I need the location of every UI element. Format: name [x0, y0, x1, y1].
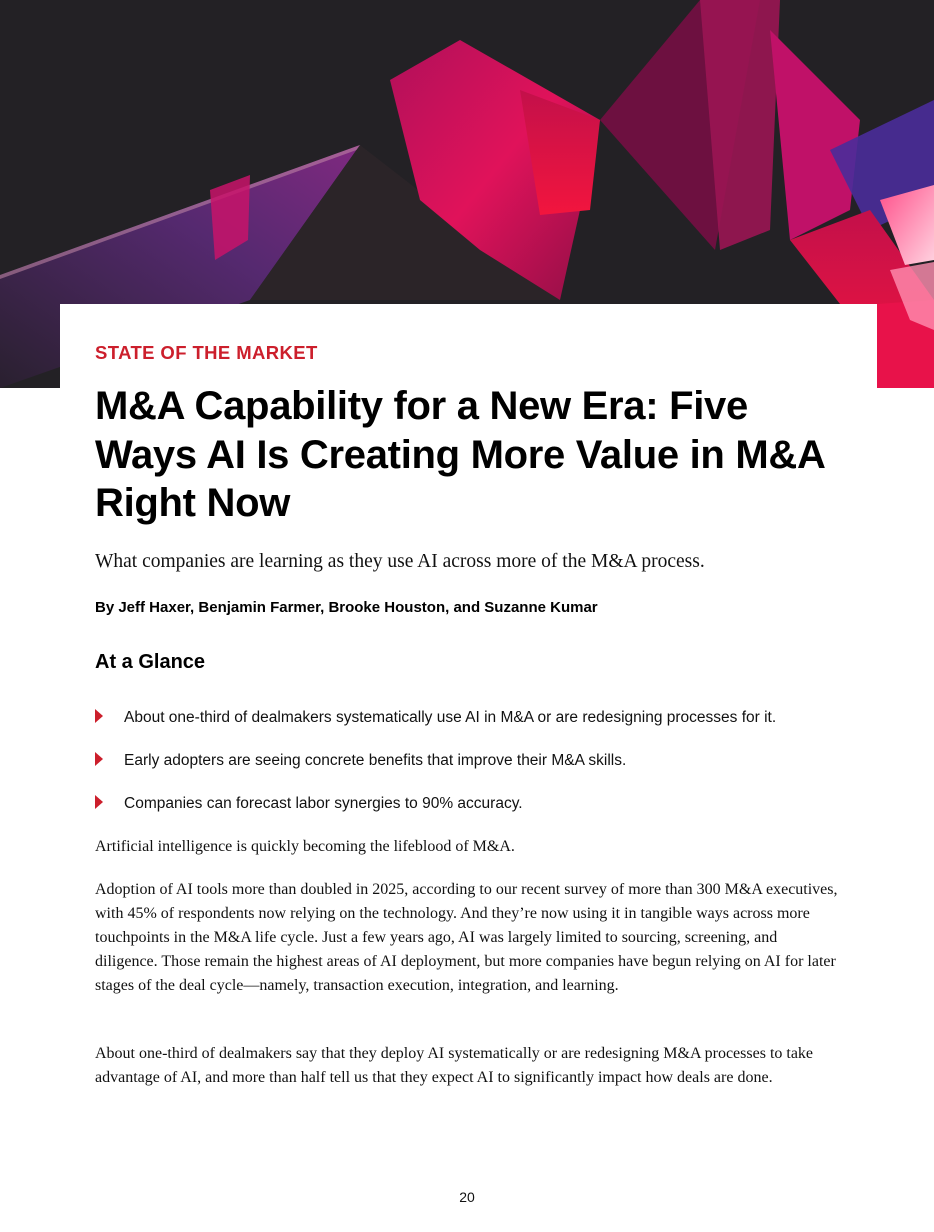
article-subtitle: What companies are learning as they use AI across more of the M&A process. [95, 551, 705, 572]
byline: By Jeff Haxer, Benjamin Farmer, Brooke Houston, and Suzanne Kumar [95, 599, 598, 616]
page-number: 20 [459, 1189, 475, 1205]
triangle-bullet-icon [95, 795, 103, 809]
list-item-text: Companies can forecast labor synergies to 90% accuracy. [124, 795, 523, 812]
at-a-glance-heading: At a Glance [95, 651, 206, 673]
triangle-bullet-icon [95, 709, 103, 723]
body-paragraph: About one-third of dealmakers say that they deploy AI systematically or are redesigning M&A processes to take advantage of AI, and more than half tell us that they expect AI to significantly impact how deals are done. [95, 1045, 814, 1086]
section-label: STATE OF THE MARKET [95, 342, 318, 363]
list-item [95, 749, 875, 792]
triangle-bullet-icon [95, 752, 103, 766]
body-paragraph: Adoption of AI tools more than doubled in 2025, according to our recent survey of more than 300 M&A executives, with 45% of respondents now relying on the technology. And they’re now using it in tangible ways across more touchpoints in the M&A life cycle. Just a few years ago, AI was largely limited to sourcing, screening, and diligence. Those remain the highest areas of AI deployment, but more companies have begun relying on AI for later stages of the deal cycle—namely, transaction execution, integration, and learning. [95, 881, 838, 994]
body-paragraph: Artificial intelligence is quickly becoming the lifeblood of M&A. [95, 838, 515, 855]
list-item [95, 792, 875, 835]
at-a-glance-list [95, 706, 875, 835]
article-title: M&A Capability for a New Era: Five Ways AI Is Creating More Value in M&A Right Now [95, 384, 825, 525]
list-item [95, 706, 875, 749]
list-item-text: Early adopters are seeing concrete benefits that improve their M&A skills. [124, 752, 627, 769]
list-item-text: About one-third of dealmakers systematically use AI in M&A or are redesigning processes for it. [124, 709, 777, 726]
